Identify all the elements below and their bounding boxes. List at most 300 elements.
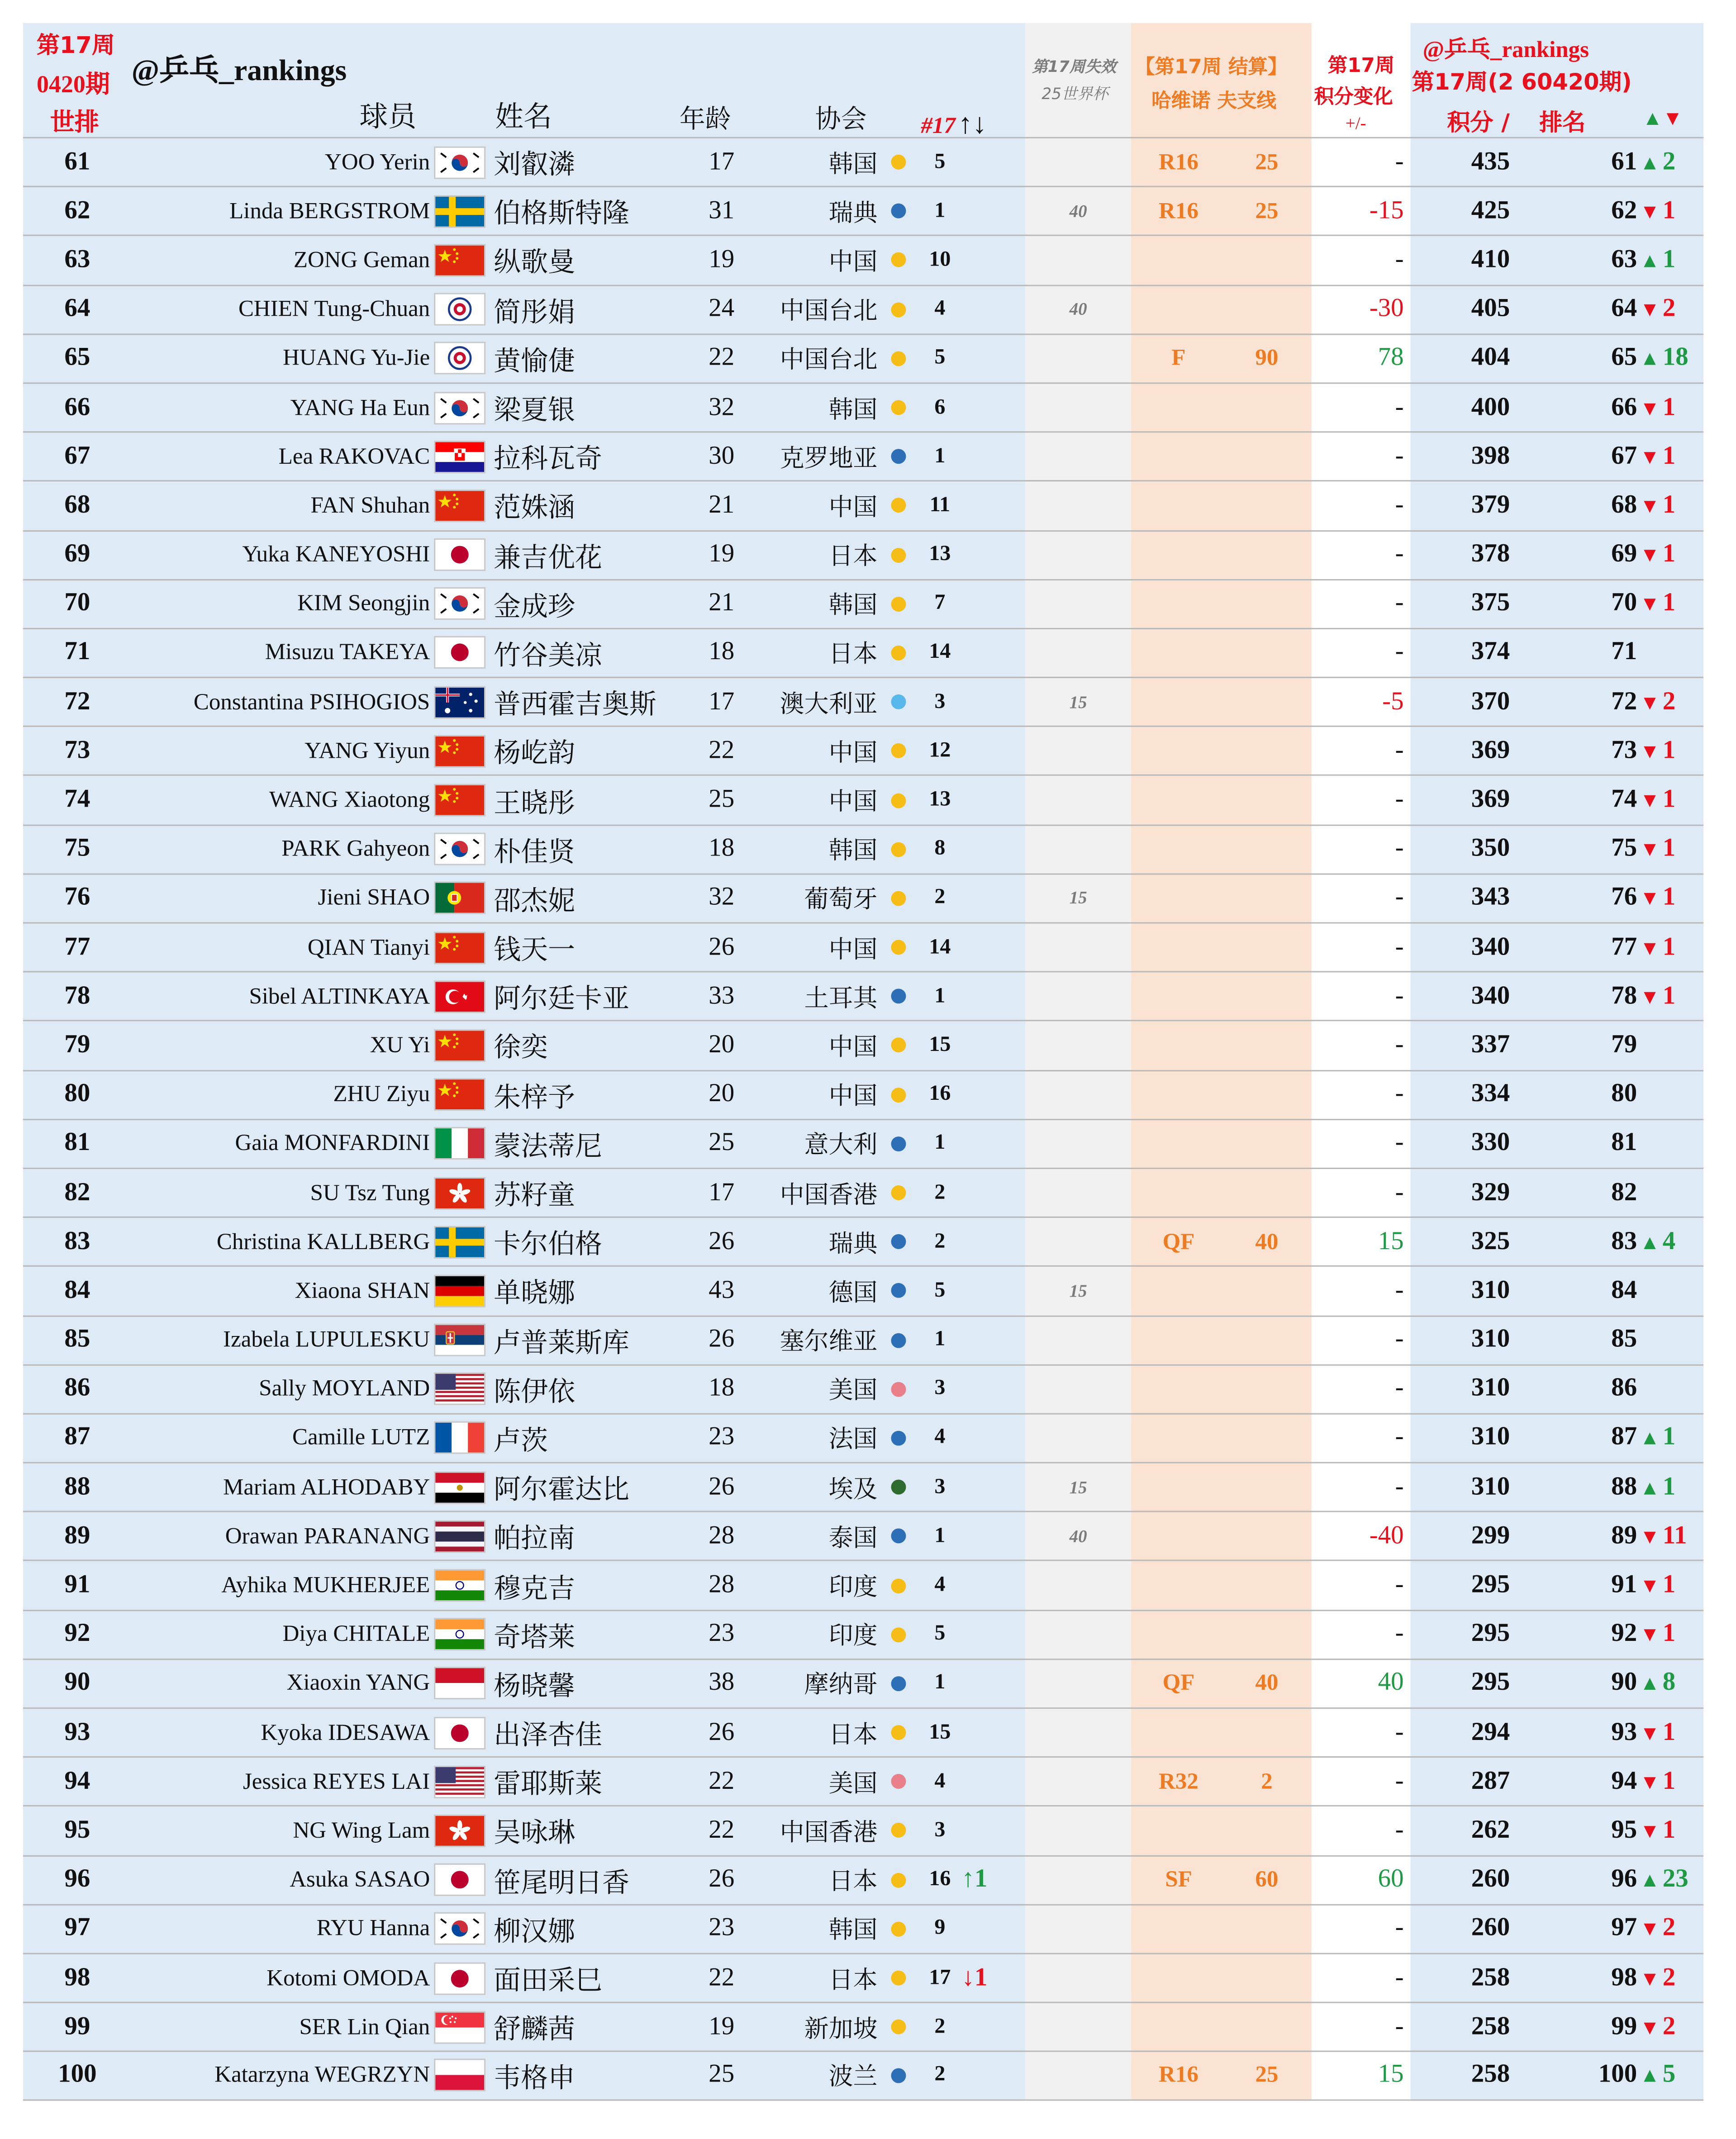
result-points xyxy=(1226,1709,1308,1756)
player-name-cn: 伯格斯特隆 xyxy=(494,197,629,230)
result-points xyxy=(1226,1562,1308,1609)
flag-icon xyxy=(434,1071,485,1118)
player-name-cn: 邵杰妮 xyxy=(494,884,575,917)
points-change: - xyxy=(1395,1079,1404,1108)
result-points xyxy=(1226,1414,1308,1462)
world-rank: 77 xyxy=(64,932,90,961)
national-rank xyxy=(925,1512,1033,1560)
ranking-table xyxy=(23,23,1703,2100)
world-rank-header: 世排 xyxy=(50,108,99,137)
down-triangle-icon: ▼ xyxy=(1640,790,1660,813)
rank-movement xyxy=(1640,1954,1701,2001)
result-stage xyxy=(1131,825,1226,873)
up-triangle-icon: ▲ xyxy=(1640,1428,1660,1450)
national-rank xyxy=(925,1218,1033,1265)
rank-movement-value: 2 xyxy=(1662,147,1676,176)
national-rank-value: 14 xyxy=(929,641,951,664)
total-points: 398 xyxy=(1471,442,1510,471)
result-stage: R16 xyxy=(1159,198,1199,223)
national-rank xyxy=(925,1611,1033,1658)
result-stage xyxy=(1131,1512,1226,1560)
expiring-points xyxy=(1025,1169,1131,1217)
result-stage xyxy=(1131,1807,1226,1854)
association: 印度 xyxy=(828,1573,878,1602)
rank-movement xyxy=(1640,1414,1701,1462)
up-triangle-icon: ▲ xyxy=(1640,152,1660,175)
association-dot-icon xyxy=(888,1512,907,1560)
total-points: 325 xyxy=(1471,1227,1510,1256)
rank-movement-value: 1 xyxy=(1662,442,1676,471)
result-points xyxy=(1226,1169,1308,1217)
player-name-cn: 出泽杏佳 xyxy=(494,1718,602,1751)
national-rank-value: 4 xyxy=(934,1426,946,1449)
national-rank-value: 16 xyxy=(929,1868,951,1891)
rank-movement xyxy=(1640,973,1701,1020)
result-points xyxy=(1226,825,1308,873)
total-points: 258 xyxy=(1471,1963,1510,1992)
association: 土耳其 xyxy=(804,984,878,1013)
association: 瑞典 xyxy=(828,1230,878,1259)
expiring-points xyxy=(1025,1709,1131,1756)
national-rank-value: 1 xyxy=(934,1131,946,1155)
national-rank xyxy=(925,285,1033,333)
player-name-en: Linda BERGSTROM xyxy=(229,198,430,223)
world-rank: 69 xyxy=(64,540,90,569)
player-name-cn: 竹谷美凉 xyxy=(494,638,602,671)
player-age: 17 xyxy=(709,687,735,716)
expiring-points: 15 xyxy=(1069,691,1087,712)
association: 中国 xyxy=(828,493,878,522)
result-points: 40 xyxy=(1255,1228,1279,1255)
player-name-en: Izabela LUPULESKU xyxy=(223,1326,430,1352)
national-rank xyxy=(925,923,1033,971)
world-rank: 78 xyxy=(64,981,90,1010)
player-name-cn: 穆克吉 xyxy=(494,1571,575,1604)
points-change: - xyxy=(1395,1325,1404,1354)
new-rank: 62 xyxy=(1611,196,1637,225)
result-points xyxy=(1226,580,1308,627)
result-stage xyxy=(1131,1464,1226,1511)
national-rank xyxy=(925,1316,1033,1364)
result-stage xyxy=(1131,1120,1226,1167)
result-points xyxy=(1226,1464,1308,1511)
total-points: 340 xyxy=(1471,981,1510,1010)
rank-movement xyxy=(1640,1807,1701,1854)
table-row xyxy=(23,2002,1703,2051)
player-name-en: RYU Hanna xyxy=(316,1915,430,1941)
result-points: 2 xyxy=(1261,1768,1273,1794)
new-rank: 88 xyxy=(1611,1472,1637,1501)
national-rank-value: 2 xyxy=(934,1180,946,1204)
player-age: 20 xyxy=(709,1079,735,1108)
points-change: - xyxy=(1395,1374,1404,1403)
player-name-en: Diya CHITALE xyxy=(282,1621,430,1647)
total-points: 369 xyxy=(1471,785,1510,814)
association-dot-icon xyxy=(888,629,907,677)
new-rank: 81 xyxy=(1611,1129,1637,1158)
points-change: - xyxy=(1395,245,1404,274)
rank-movement-value: 1 xyxy=(1662,1423,1676,1452)
association: 中国 xyxy=(828,1082,878,1111)
flag-icon xyxy=(434,923,485,971)
flag-icon xyxy=(434,1120,485,1167)
national-rank xyxy=(925,138,1033,186)
rank-movement xyxy=(1640,629,1701,677)
result-points xyxy=(1226,1071,1308,1118)
total-points: 260 xyxy=(1471,1865,1510,1894)
national-rank xyxy=(925,776,1033,824)
national-rank xyxy=(925,1267,1033,1315)
flag-icon xyxy=(434,1267,485,1315)
points-change: - xyxy=(1395,1963,1404,1992)
expiring-points xyxy=(1025,1071,1131,1118)
result-points xyxy=(1226,531,1308,579)
rank-movement xyxy=(1640,285,1701,333)
brand-label-2: @乒乓_rankings xyxy=(1422,36,1589,62)
association-dot-icon xyxy=(888,678,907,726)
flag-icon xyxy=(434,776,485,824)
table-row xyxy=(23,235,1703,284)
new-rank: 66 xyxy=(1611,392,1637,421)
national-rank-change: ↓1 xyxy=(961,1963,988,1992)
rank-movement xyxy=(1640,1071,1701,1118)
new-rank: 74 xyxy=(1611,785,1637,814)
association-dot-icon xyxy=(888,1807,907,1854)
result-points: 25 xyxy=(1255,198,1279,223)
player-name-cn: 陈伊依 xyxy=(494,1375,575,1407)
points-change: 15 xyxy=(1378,2060,1404,2089)
association: 瑞典 xyxy=(828,199,878,228)
player-name-cn: 面田采巳 xyxy=(494,1963,602,1996)
result-points xyxy=(1226,1316,1308,1364)
flag-icon xyxy=(434,2052,485,2098)
player-name-en: Katarzyna WEGRZYN xyxy=(214,2062,430,2088)
association-dot-icon xyxy=(888,531,907,579)
new-rank: 83 xyxy=(1611,1227,1637,1256)
world-rank: 93 xyxy=(64,1717,90,1746)
national-rank-value: 12 xyxy=(929,739,951,762)
player-name-en: YANG Yiyun xyxy=(304,737,430,764)
result-stage xyxy=(1131,237,1226,284)
national-rank-value: 3 xyxy=(934,1818,946,1842)
association-dot-icon xyxy=(888,1660,907,1707)
total-points: 287 xyxy=(1471,1767,1510,1796)
player-name-cn: 钱天一 xyxy=(494,933,575,966)
total-points: 310 xyxy=(1471,1276,1510,1305)
association-dot-icon xyxy=(888,138,907,186)
expiring-points xyxy=(1025,1365,1131,1413)
player-age: 22 xyxy=(709,1767,735,1796)
player-age: 26 xyxy=(709,932,735,961)
new-rank: 67 xyxy=(1611,442,1637,471)
national-rank-value: 1 xyxy=(934,1524,946,1547)
total-points: 378 xyxy=(1471,540,1510,569)
expiring-points: 15 xyxy=(1069,887,1087,908)
down-triangle-icon: ▼ xyxy=(1640,1625,1660,1647)
result-stage xyxy=(1131,433,1226,480)
national-rank xyxy=(925,1905,1033,1953)
total-points: 295 xyxy=(1471,1570,1510,1599)
player-age: 43 xyxy=(709,1276,735,1305)
table-row xyxy=(23,1168,1703,1217)
result-points xyxy=(1226,923,1308,971)
expiring-points xyxy=(1025,1954,1131,2001)
table-row xyxy=(23,922,1703,971)
new-rank: 91 xyxy=(1611,1570,1637,1599)
total-points: 425 xyxy=(1471,196,1510,225)
new-rank: 77 xyxy=(1611,932,1637,961)
player-age: 23 xyxy=(709,1619,735,1648)
player-name-cn: 卡尔伯格 xyxy=(494,1227,602,1260)
association-dot-icon xyxy=(888,923,907,971)
table-row xyxy=(23,971,1703,1020)
national-rank-value: 4 xyxy=(934,1769,946,1793)
rank-movement-value: 2 xyxy=(1662,2012,1676,2041)
player-name-cn: 苏籽童 xyxy=(494,1179,575,1212)
flag-icon xyxy=(434,384,485,431)
player-age: 26 xyxy=(709,1227,735,1256)
player-name-en: NG Wing Lam xyxy=(293,1817,430,1843)
flag-icon xyxy=(434,973,485,1020)
result-points xyxy=(1226,1120,1308,1167)
result-stage xyxy=(1131,875,1226,922)
points-change: - xyxy=(1395,540,1404,569)
points-change: -15 xyxy=(1369,196,1404,225)
down-triangle-icon: ▼ xyxy=(1640,987,1660,1009)
player-age: 23 xyxy=(709,1914,735,1943)
total-points: 343 xyxy=(1471,883,1510,912)
result-stage: R32 xyxy=(1159,1768,1199,1794)
new-rank: 65 xyxy=(1611,343,1637,372)
new-rank: 94 xyxy=(1611,1767,1637,1796)
expiring-points xyxy=(1025,580,1131,627)
flag-icon xyxy=(434,580,485,627)
world-rank: 81 xyxy=(64,1129,90,1158)
rank-movement-value: 1 xyxy=(1662,932,1676,961)
world-rank: 99 xyxy=(64,2012,90,2041)
new-rank: 93 xyxy=(1611,1717,1637,1746)
player-name-cn: 吴咏琳 xyxy=(494,1816,575,1849)
association-dot-icon xyxy=(888,1414,907,1462)
player-age: 26 xyxy=(709,1325,735,1354)
total-points: 258 xyxy=(1471,2060,1510,2089)
table-row xyxy=(23,726,1703,775)
result-stage xyxy=(1131,1169,1226,1217)
points-change: -5 xyxy=(1382,687,1404,716)
result-points xyxy=(1226,973,1308,1020)
rank-movement xyxy=(1640,1267,1701,1315)
association-dot-icon xyxy=(888,433,907,480)
world-rank: 70 xyxy=(64,589,90,618)
new-rank: 61 xyxy=(1611,147,1637,176)
result-stage xyxy=(1131,2003,1226,2051)
down-triangle-icon: ▼ xyxy=(1640,938,1660,960)
table-row xyxy=(23,628,1703,677)
player-name-en: FAN Shuhan xyxy=(310,492,430,518)
new-rank: 98 xyxy=(1611,1963,1637,1992)
flag-icon xyxy=(434,1807,485,1854)
player-name-en: Orawan PARANANG xyxy=(225,1522,430,1549)
expiring-points xyxy=(1025,237,1131,284)
points-change: - xyxy=(1395,834,1404,863)
expiring-points xyxy=(1025,1218,1131,1265)
player-age: 19 xyxy=(709,245,735,274)
total-points: 299 xyxy=(1471,1521,1510,1550)
new-rank: 87 xyxy=(1611,1423,1637,1452)
period-label: 0420期 xyxy=(36,70,110,98)
result-stage xyxy=(1131,678,1226,726)
points-change: - xyxy=(1395,1276,1404,1305)
new-rank: 76 xyxy=(1611,883,1637,912)
expiring-points xyxy=(1025,335,1131,382)
new-rank: 86 xyxy=(1611,1374,1637,1403)
result-event-header: 哈维诺 夫支线 xyxy=(1151,90,1277,113)
points-change: - xyxy=(1395,736,1404,765)
national-rank xyxy=(925,875,1033,922)
result-points xyxy=(1226,1267,1308,1315)
flag-icon xyxy=(434,1562,485,1609)
association-dot-icon xyxy=(888,1709,907,1756)
table-row xyxy=(23,1609,1703,1658)
total-points: 350 xyxy=(1471,834,1510,863)
rank-movement-value: 1 xyxy=(1662,392,1676,421)
player-name-en: SER Lin Qian xyxy=(299,2013,430,2039)
player-name-en: Yuka KANEYOSHI xyxy=(242,541,430,567)
world-rank: 64 xyxy=(64,294,90,323)
national-rank-value: 1 xyxy=(934,984,946,1008)
association: 日本 xyxy=(828,1868,878,1897)
world-rank: 74 xyxy=(64,785,90,814)
week-label: 第17周 xyxy=(36,32,115,60)
points-change: - xyxy=(1395,785,1404,814)
rank-movement xyxy=(1640,384,1701,431)
result-stage xyxy=(1131,1071,1226,1118)
flag-icon xyxy=(434,1022,485,1069)
table-row xyxy=(23,1757,1703,1806)
table-row xyxy=(23,1511,1703,1560)
rank-movement xyxy=(1640,1512,1701,1560)
association-dot-icon xyxy=(888,187,907,235)
rank-movement-value: 2 xyxy=(1662,1914,1676,1943)
total-points: 258 xyxy=(1471,2012,1510,2041)
rank-movement-value: 11 xyxy=(1662,1521,1687,1550)
table-row xyxy=(23,1070,1703,1118)
rank-movement-value: 1 xyxy=(1662,736,1676,765)
player-name-en: CHIEN Tung-Chuan xyxy=(238,295,430,322)
points-change: - xyxy=(1395,1423,1404,1452)
player-name-cn: 阿尔霍达比 xyxy=(494,1473,629,1506)
total-points: 310 xyxy=(1471,1374,1510,1403)
total-points: 400 xyxy=(1471,392,1510,421)
rank-movement xyxy=(1640,1905,1701,1953)
player-name-en: SU Tsz Tung xyxy=(310,1179,430,1205)
rank-movement xyxy=(1640,187,1701,235)
association: 埃及 xyxy=(828,1475,878,1504)
expiring-points xyxy=(1025,776,1131,824)
world-rank: 73 xyxy=(64,736,90,765)
total-points: 410 xyxy=(1471,245,1510,274)
expiring-points: 40 xyxy=(1069,298,1087,319)
expiring-points: 15 xyxy=(1069,1476,1087,1497)
player-name-cn: 帕拉南 xyxy=(494,1522,575,1555)
flag-icon xyxy=(434,1709,485,1756)
new-rank: 97 xyxy=(1611,1914,1637,1943)
result-stage xyxy=(1131,629,1226,677)
association-dot-icon xyxy=(888,335,907,382)
table-row xyxy=(23,382,1703,431)
world-rank: 95 xyxy=(64,1816,90,1844)
age-header: 年龄 xyxy=(679,104,731,134)
rank-header: 排名 xyxy=(1539,109,1586,137)
table-row xyxy=(23,333,1703,382)
association: 中国 xyxy=(828,935,878,964)
national-rank xyxy=(925,237,1033,284)
up-triangle-icon: ▲ xyxy=(1640,1870,1660,1892)
down-triangle-icon: ▼ xyxy=(1640,1772,1660,1794)
rank-movement-value: 4 xyxy=(1662,1227,1676,1256)
new-rank: 85 xyxy=(1611,1325,1637,1354)
result-stage xyxy=(1131,1267,1226,1315)
association-dot-icon xyxy=(888,2052,907,2098)
table-row xyxy=(23,186,1703,235)
player-name-en: KIM Seongjin xyxy=(297,590,430,616)
association: 德国 xyxy=(828,1279,878,1307)
association: 韩国 xyxy=(828,150,878,179)
total-points: 310 xyxy=(1471,1472,1510,1501)
flag-icon xyxy=(434,1660,485,1707)
rank-movement-value: 1 xyxy=(1662,540,1676,569)
world-rank: 72 xyxy=(64,687,90,716)
player-name-cn: 简彤娟 xyxy=(494,295,575,328)
association: 韩国 xyxy=(828,837,878,866)
player-name-en: XU Yi xyxy=(370,1032,430,1058)
player-name-cn: 雷耶斯莱 xyxy=(494,1767,602,1800)
national-rank-value: 4 xyxy=(934,1573,946,1597)
down-triangle-icon: ▼ xyxy=(1640,1723,1660,1745)
total-points: 295 xyxy=(1471,1668,1510,1697)
new-rank: 84 xyxy=(1611,1276,1637,1305)
player-name-en: Misuzu TAKEYA xyxy=(265,639,430,665)
national-rank xyxy=(925,727,1033,775)
rank-movement-value: 1 xyxy=(1662,1472,1676,1501)
player-age: 28 xyxy=(709,1570,735,1599)
table-row xyxy=(23,530,1703,579)
player-age: 21 xyxy=(709,490,735,519)
national-rank-change: ↑1 xyxy=(961,1865,988,1894)
points-change: - xyxy=(1395,932,1404,961)
association: 中国 xyxy=(828,739,878,768)
points-change: - xyxy=(1395,981,1404,1010)
result-stage: R16 xyxy=(1159,2062,1199,2088)
result-points xyxy=(1226,384,1308,431)
player-name-cn: 普西霍吉奥斯 xyxy=(494,688,656,721)
result-points xyxy=(1226,482,1308,529)
association-dot-icon xyxy=(888,1267,907,1315)
player-age: 24 xyxy=(709,294,735,323)
national-rank-value: 5 xyxy=(934,150,946,173)
national-rank-value: 15 xyxy=(929,1720,951,1744)
table-row xyxy=(23,137,1703,186)
result-stage: QF xyxy=(1162,1670,1195,1696)
result-points xyxy=(1226,433,1308,480)
expiring-points xyxy=(1025,1807,1131,1854)
result-points xyxy=(1226,1954,1308,2001)
player-name-en: ZHU Ziyu xyxy=(333,1081,430,1107)
rank-movement xyxy=(1640,678,1701,726)
player-name-cn: 朴佳贤 xyxy=(494,835,575,868)
player-age: 18 xyxy=(709,834,735,863)
world-rank: 90 xyxy=(64,1668,90,1697)
